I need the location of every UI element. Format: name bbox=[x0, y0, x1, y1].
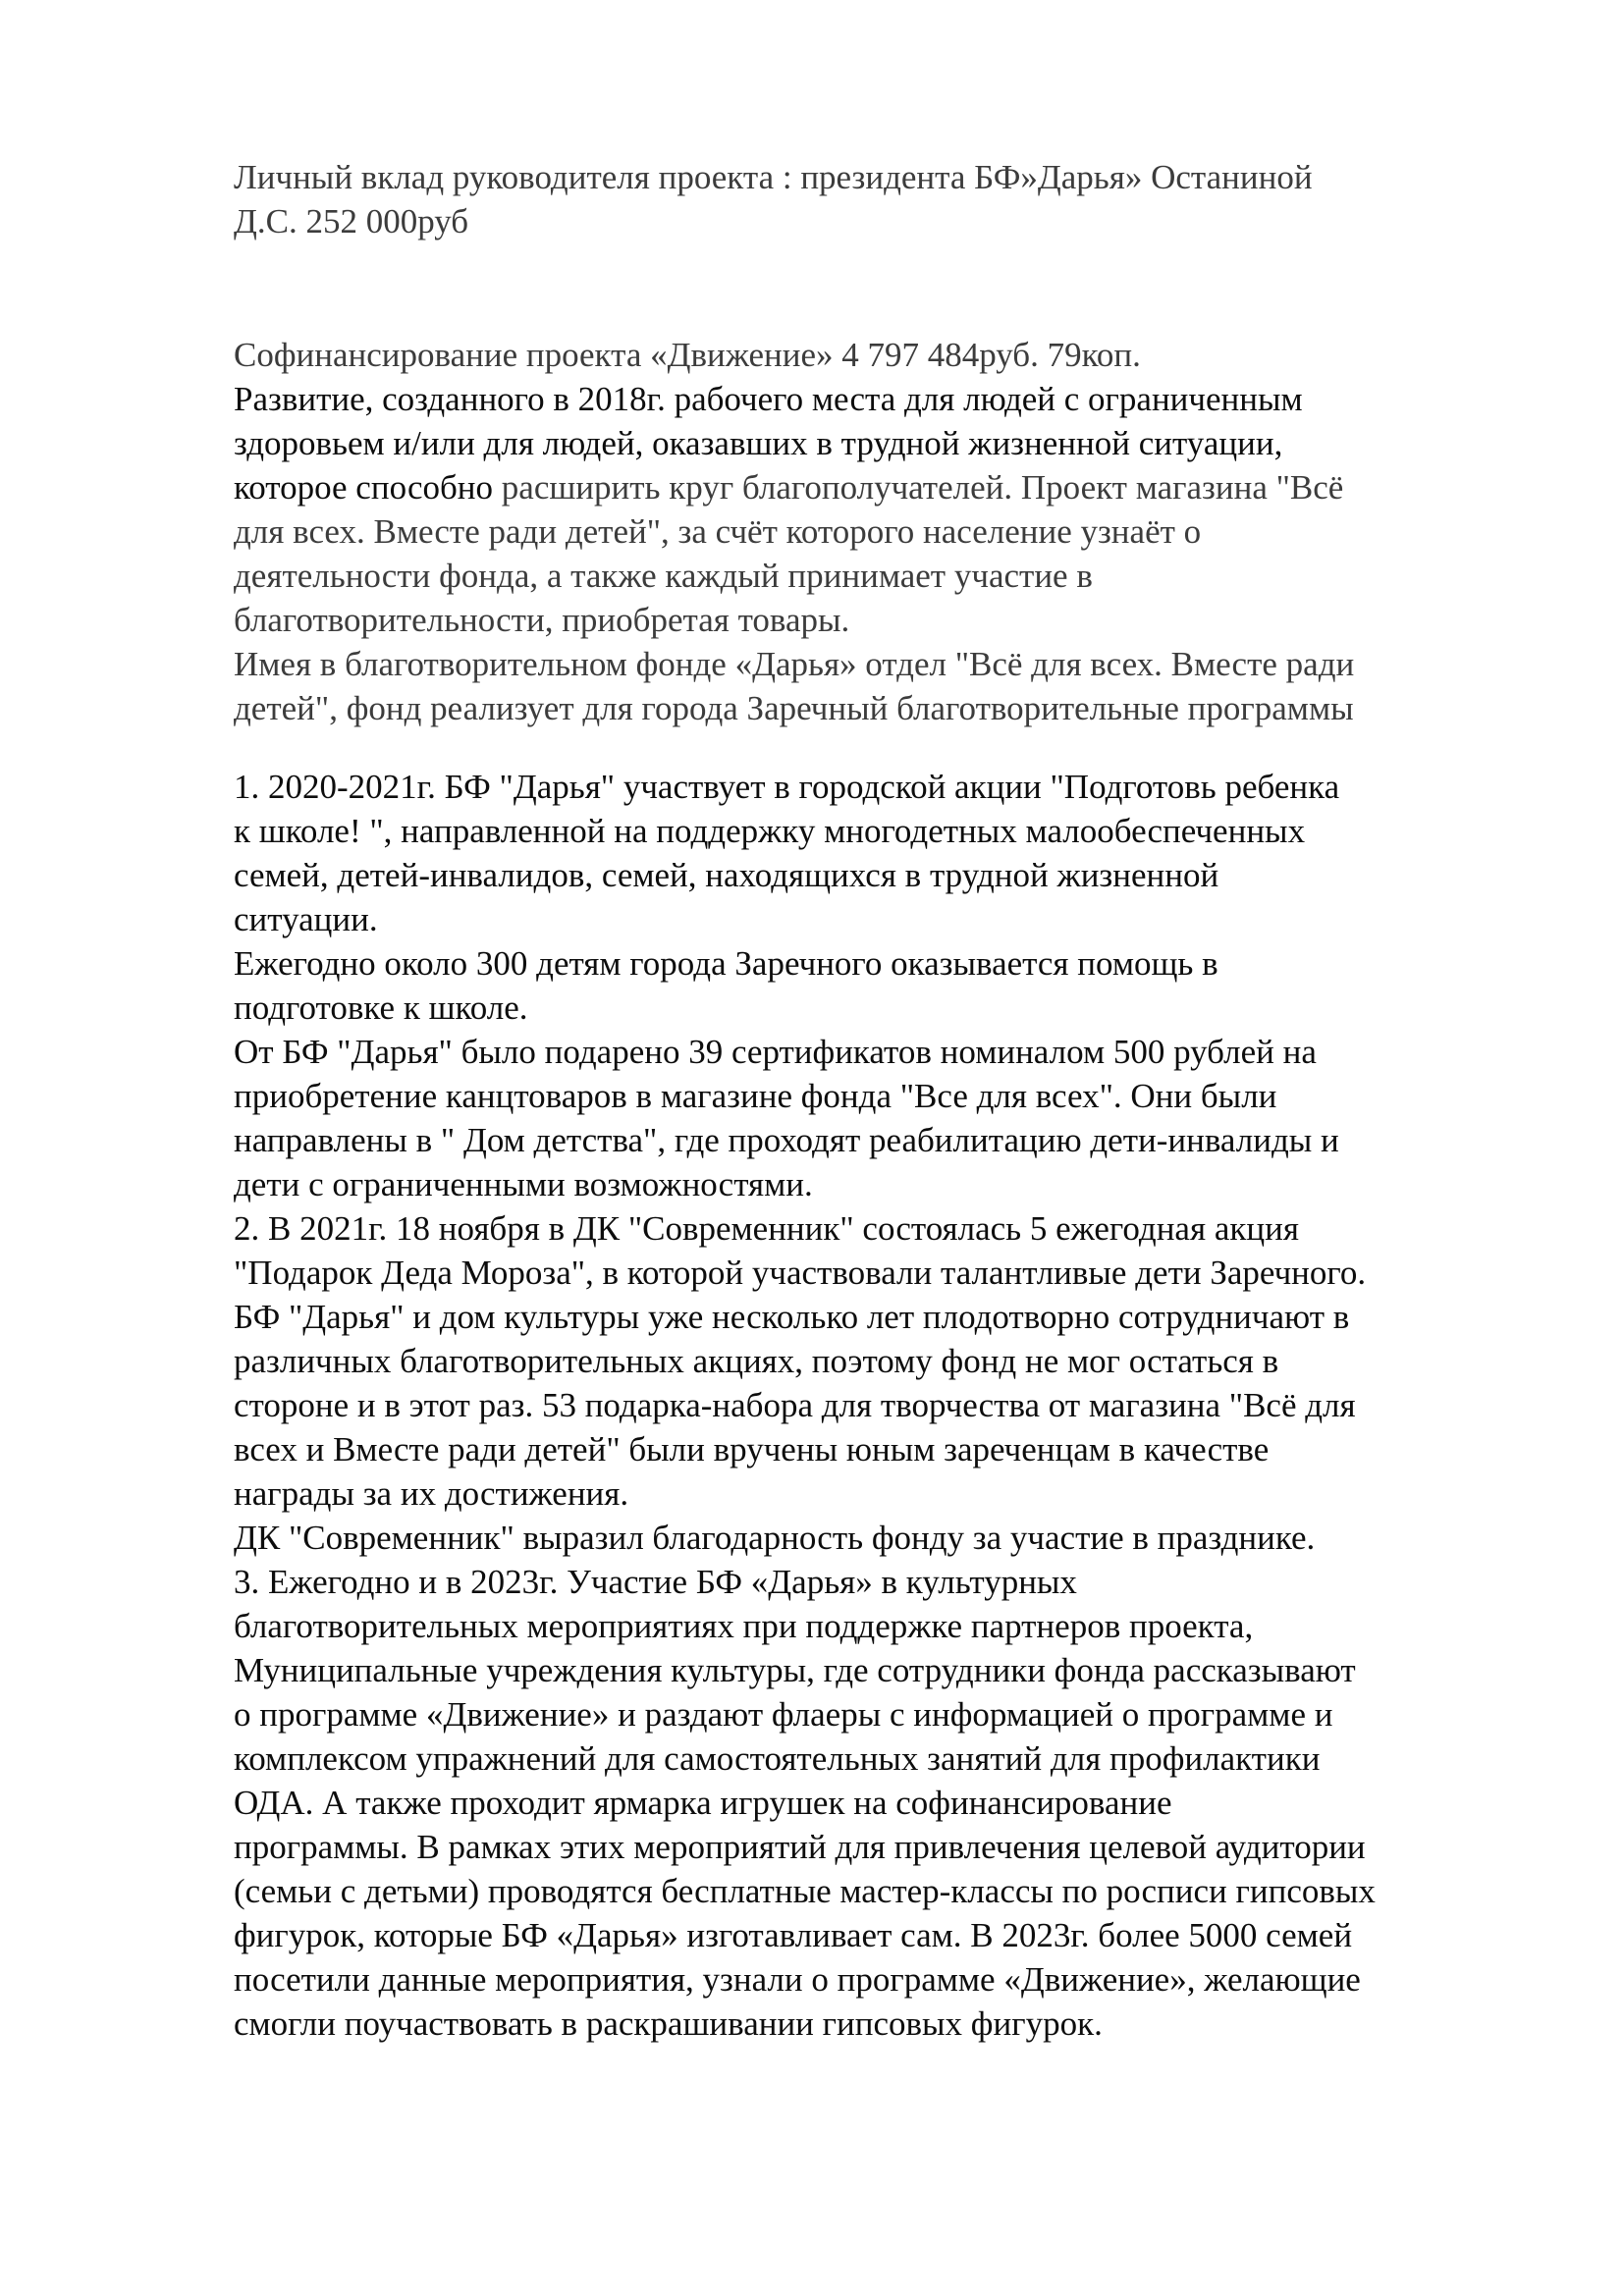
paragraph-line: благотворительности, приобретая товары. bbox=[234, 601, 850, 639]
program-line: БФ "Дарья" и дом культуры уже несколько лет плодотворно сотрудничают в bbox=[234, 1298, 1350, 1336]
heading-line: Д.С. 252 000руб bbox=[234, 202, 469, 240]
program-line: ситуации. bbox=[234, 900, 378, 938]
program-line: программы. В рамках этих мероприятий для привлечения целевой аудитории bbox=[234, 1828, 1366, 1866]
program-line: Муниципальные учреждения культуры, где сотрудники фонда рассказывают bbox=[234, 1651, 1356, 1689]
program-line: различных благотворительных акциях, поэтому фонд не мог остаться в bbox=[234, 1342, 1279, 1380]
program-line: благотворительных мероприятиях при поддержке партнеров проекта, bbox=[234, 1607, 1254, 1645]
heading-line: Личный вклад руководителя проекта : президента БФ»Дарья» Останиной bbox=[234, 158, 1313, 196]
program-line: семей, детей-инвалидов, семей, находящихся в трудной жизненной bbox=[234, 856, 1219, 894]
paragraph-line bbox=[234, 465, 1540, 509]
program-line: 1. 2020-2021г. БФ "Дарья" участвует в городской акции "Подготовь ребенка bbox=[234, 768, 1340, 806]
program-line: о программе «Движение» и раздают флаеры с информацией о программе и bbox=[234, 1695, 1333, 1734]
program-line: 3. Ежегодно и в 2023г. Участие БФ «Дарья» в культурных bbox=[234, 1563, 1077, 1601]
heading-block bbox=[234, 155, 1540, 243]
program-line: награды за их достижения. bbox=[234, 1474, 629, 1513]
program-line: (семьи с детьми) проводятся бесплатные мастер-классы по росписи гипсовых bbox=[234, 1872, 1376, 1910]
program-line: всех и Вместе ради детей" были вручены юным зареченцам в качестве bbox=[234, 1430, 1270, 1468]
cofinancing-block bbox=[234, 333, 1540, 730]
program-line: ДК "Современник" выразил благодарность фонду за участие в празднике. bbox=[234, 1519, 1316, 1557]
paragraph-line: Имея в благотворительном фонде «Дарья» отдел "Всё для всех. Вместе ради bbox=[234, 645, 1355, 683]
paragraph-line: детей", фонд реализует для города Заречный благотворительные программы bbox=[234, 689, 1354, 727]
paragraph-line-rest: расширить круг благополучателей. Проект магазина "Всё bbox=[493, 468, 1344, 507]
program-line: подготовке к школе. bbox=[234, 988, 528, 1027]
program-line: посетили данные мероприятия, узнали о программе «Движение», желающие bbox=[234, 1960, 1361, 1999]
program-line: От БФ "Дарья" было подарено 39 сертификатов номиналом 500 рублей на bbox=[234, 1033, 1317, 1071]
paragraph-line: здоровьем и/или для людей, оказавших в трудной жизненной ситуации, bbox=[234, 424, 1283, 462]
paragraph-line: для всех. Вместе ради детей", за счёт которого население узнаёт о bbox=[234, 512, 1202, 551]
program-line: Ежегодно около 300 детям города Заречного оказывается помощь в bbox=[234, 944, 1218, 983]
program-line: приобретение канцтоваров в магазине фонда "Все для всех". Они были bbox=[234, 1077, 1277, 1115]
program-line: фигурок, которые БФ «Дарья» изготавливает сам. В 2023г. более 5000 семей bbox=[234, 1916, 1353, 1954]
paragraph-line: деятельности фонда, а также каждый принимает участие в bbox=[234, 557, 1093, 595]
programs-block bbox=[234, 765, 1540, 2046]
cofinancing-title: Софинансирование проекта «Движение» 4 797 484руб. 79коп. bbox=[234, 336, 1141, 374]
paragraph-line: Развитие, созданного в 2018г. рабочего места для людей с ограниченным bbox=[234, 380, 1303, 418]
program-line: дети с ограниченными возможностями. bbox=[234, 1165, 813, 1203]
program-line: "Подарок Деда Мороза", в которой участвовали талантливые дети Заречного. bbox=[234, 1254, 1367, 1292]
paragraph-line-dark-part: которое способно bbox=[234, 468, 494, 507]
program-line: смогли поучаствовать в раскрашивании гипсовых фигурок. bbox=[234, 2004, 1103, 2043]
program-line: ОДА. А также проходит ярмарка игрушек на софинансирование bbox=[234, 1784, 1172, 1822]
program-line: стороне и в этот раз. 53 подарка-набора для творчества от магазина "Всё для bbox=[234, 1386, 1356, 1424]
program-line: к школе! ", направленной на поддержку многодетных малообеспеченных bbox=[234, 812, 1306, 850]
program-line: 2. В 2021г. 18 ноября в ДК "Современник" состоялась 5 ежегодная акция bbox=[234, 1209, 1299, 1248]
program-line: комплексом упражнений для самостоятельных занятий для профилактики bbox=[234, 1739, 1321, 1778]
program-line: направлены в " Дом детства", где проходят реабилитацию дети-инвалиды и bbox=[234, 1121, 1339, 1159]
